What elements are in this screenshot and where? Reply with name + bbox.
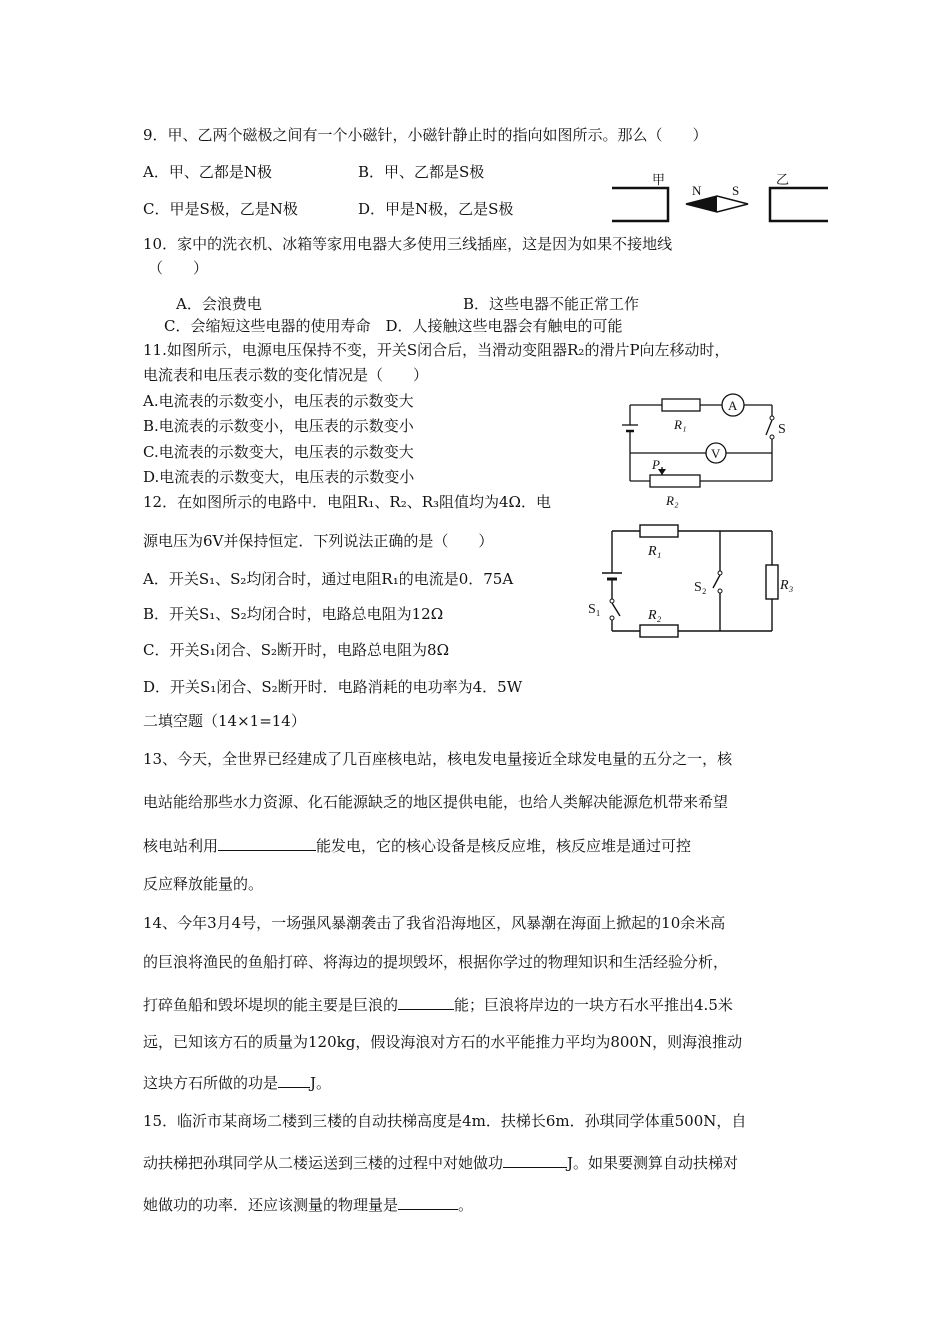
- q14-line4: 远，已知该方石的质量为120kg，假设海浪对方石的水平能推力平均为800N，则海浪推动: [143, 1033, 743, 1051]
- q12-r3-label: R₃: [780, 578, 794, 593]
- q11-circuit-diagram: [600, 385, 810, 515]
- q13-line1: 13、今天，全世界已经建成了几百座核电站，核电发电量接近全球发电量的五分之一，核: [143, 750, 733, 768]
- q9-stem: 9．甲、乙两个磁极之间有一个小磁针，小磁针静止时的指向如图所示。那么（ ）: [143, 126, 708, 144]
- q12-circuit-diagram: [582, 515, 802, 645]
- q14-line1: 14、今年3月4号，一场强风暴潮袭击了我省沿海地区，风暴潮在海面上掀起的10余米高: [143, 914, 726, 932]
- q13-answer-blank[interactable]: [218, 834, 316, 851]
- q12-option-b: B．开关S₁、S₂均闭合时，电路总电阻为12Ω: [143, 605, 444, 623]
- q11-option-b: B.电流表的示数变小，电压表的示数变小: [143, 417, 414, 435]
- q12-r2-label: R₂: [648, 608, 662, 623]
- q13-line3: 核电站利用 能发电，它的核心设备是核反应堆，核反应堆是通过可控: [143, 834, 691, 856]
- q11-option-d: D.电流表的示数变大，电压表的示数变小: [143, 468, 415, 486]
- q11-voltmeter-label: V: [711, 446, 721, 461]
- q11-switch-label: S: [778, 422, 786, 437]
- q11-r1-label: R₁: [674, 417, 687, 432]
- q11-option-c: C.电流表的示数变大，电压表的示数变大: [143, 443, 414, 461]
- q15-work-blank[interactable]: [503, 1151, 567, 1168]
- q10-stem: 10．家中的洗衣机、冰箱等家用电器大多使用三线插座，这是因为如果不接地线: [143, 235, 673, 253]
- q12-r1-label: R₁: [648, 544, 662, 559]
- q9-magnet-figure: [600, 168, 840, 228]
- q10-paren: （ ）: [148, 259, 209, 277]
- q9-option-d: D．甲是N极，乙是S极: [358, 200, 514, 218]
- q12-stem-line1: 12．在如图所示的电路中．电阻R₁、R₂、R₃阻值均为4Ω．电: [143, 493, 551, 511]
- q14-work-blank[interactable]: [278, 1071, 310, 1088]
- q9-option-b: B．甲、乙都是S极: [358, 163, 485, 181]
- q14-line2: 的巨浪将渔民的鱼船打碎、将海边的提坝毁坏，根据你学过的物理知识和生活经验分析，: [143, 953, 729, 971]
- q12-stem-line2: 源电压为6V并保持恒定．下列说法正确的是（ ）: [143, 532, 494, 550]
- q11-stem-line1: 11.如图所示，电源电压保持不变，开关S闭合后，当滑动变阻器R₂的滑片P向左移动时，: [143, 341, 730, 359]
- q11-option-a: A.电流表的示数变小，电压表的示数变大: [143, 392, 414, 410]
- q9-option-a: A．甲、乙都是N极: [143, 163, 272, 181]
- q15-line2: 动扶梯把孙琪同学从二楼运送到三楼的过程中对她做功 J。如果要测算自动扶梯对: [143, 1151, 738, 1173]
- q15-line1: 15．临沂市某商场二楼到三楼的自动扶梯高度是4m．扶梯长6m．孙琪同学体重500N，自: [143, 1112, 747, 1130]
- q9-fig-s-label: S: [732, 183, 740, 198]
- q12-option-c: C．开关S₁闭合、S₂断开时，电路总电阻为8Ω: [143, 641, 450, 659]
- q14-line3: 打碎鱼船和毁坏堤坝的能主要是巨浪的 能；巨浪将岸边的一块方石水平推出4.5米: [143, 993, 733, 1015]
- q12-option-d: D．开关S₁闭合、S₂断开时．电路消耗的电功率为4．5W: [143, 678, 523, 696]
- q9-fig-n-label: N: [692, 183, 702, 198]
- q9-option-c: C．甲是S极，乙是N极: [143, 200, 298, 218]
- q9-fig-right-label: 乙: [776, 172, 790, 187]
- q10-option-cd: C．会缩短这些电器的使用寿命 D．人接触这些电器会有触电的可能: [164, 317, 623, 335]
- q11-stem-line2: 电流表和电压表示数的变化情况是（ ）: [143, 366, 429, 384]
- q9-fig-left-label: 甲: [652, 172, 666, 187]
- q12-s1-label: S₁: [588, 602, 601, 617]
- q15-quantity-blank[interactable]: [398, 1193, 458, 1210]
- q14-energy-blank[interactable]: [398, 993, 454, 1010]
- q10-option-b: B．这些电器不能正常工作: [463, 295, 640, 313]
- q11-slider-label: P: [652, 457, 660, 472]
- q11-ammeter-label: A: [728, 398, 738, 413]
- q14-line5: 这块方石所做的功是 J。: [143, 1071, 331, 1093]
- q11-r2-label: R₂: [666, 493, 679, 508]
- section2-heading: 二填空题（14×1=14）: [143, 712, 306, 730]
- q13-line2: 电站能给那些水力资源、化石能源缺乏的地区提供电能，也给人类解决能源危机带来希望: [143, 793, 729, 811]
- q12-option-a: A．开关S₁、S₂均闭合时，通过电阻R₁的电流是0．75A: [143, 570, 514, 588]
- q10-option-a: A．会浪费电: [176, 295, 262, 313]
- q15-line3: 她做功的功率．还应该测量的物理量是 。: [143, 1193, 473, 1215]
- q12-s2-label: S₂: [694, 580, 707, 595]
- q13-line4: 反应释放能量的。: [143, 875, 264, 893]
